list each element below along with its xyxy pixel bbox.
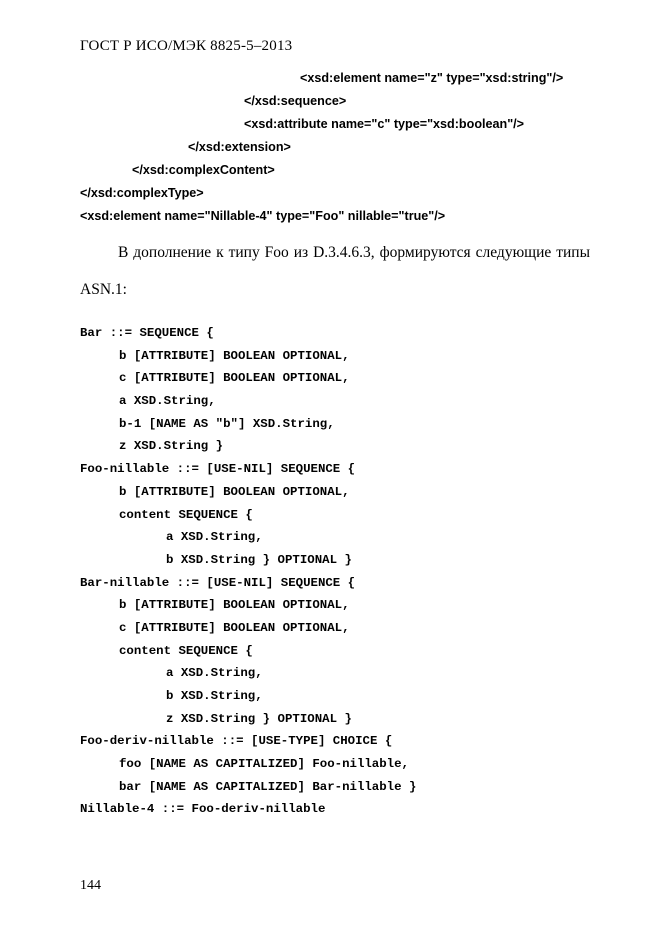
code-line: b XSD.String } OPTIONAL } [166,552,352,567]
code-line: c [ATTRIBUTE] BOOLEAN OPTIONAL, [119,620,350,635]
xsd-line: <xsd:attribute name="c" type="xsd:boolean"/> [244,117,525,131]
page-header: ГОСТ Р ИСО/МЭК 8825-5–2013 [80,38,293,54]
code-line: b XSD.String, [166,689,263,703]
code-line: foo [NAME AS CAPITALIZED] Foo-nillable, [119,757,409,772]
code-line: b [ATTRIBUTE] BOOLEAN OPTIONAL, [119,598,350,613]
code-line: Foo-deriv-nillable ::= [USE-TYPE] CHOICE { [80,734,393,749]
code-line: c [ATTRIBUTE] BOOLEAN OPTIONAL, [119,371,350,386]
xsd-line: </xsd:sequence> [244,94,347,108]
code-line: a XSD.String, [166,530,263,545]
code-line: Bar ::= SEQUENCE { [80,326,214,340]
code-line: a XSD.String, [119,394,216,409]
code-line: z XSD.String } OPTIONAL } [166,711,352,726]
asn1-code-block [80,322,640,821]
code-line: Foo-nillable ::= [USE-NIL] SEQUENCE { [80,462,356,477]
code-line: b-1 [NAME AS "b"] XSD.String, [119,416,335,431]
code-line: content SEQUENCE { [119,507,253,522]
code-line: z XSD.String } [119,439,224,454]
page-number: 144 [80,878,101,893]
xsd-line: <xsd:element name="Nillable-4" type="Foo" nillable="true"/> [80,209,446,223]
code-line: b [ATTRIBUTE] BOOLEAN OPTIONAL, [119,484,350,499]
xsd-line: </xsd:complexType> [80,186,204,200]
code-line: bar [NAME AS CAPITALIZED] Bar-nillable } [119,779,417,794]
body-paragraph: В дополнение к типу Foo из D.3.4.6.3, формируются следующие типы ASN.1: [80,244,590,298]
code-line: content SEQUENCE { [119,643,253,658]
xsd-line: </xsd:complexContent> [132,163,275,177]
code-line: Nillable-4 ::= Foo-deriv-nillable [80,802,326,817]
xsd-line: <xsd:element name="z" type="xsd:string"/> [300,71,564,85]
code-line: Bar-nillable ::= [USE-NIL] SEQUENCE { [80,575,356,590]
code-line: b [ATTRIBUTE] BOOLEAN OPTIONAL, [119,348,350,363]
xsd-code-block [80,67,640,228]
xsd-line: </xsd:extension> [188,140,291,154]
code-line: a XSD.String, [166,666,263,681]
